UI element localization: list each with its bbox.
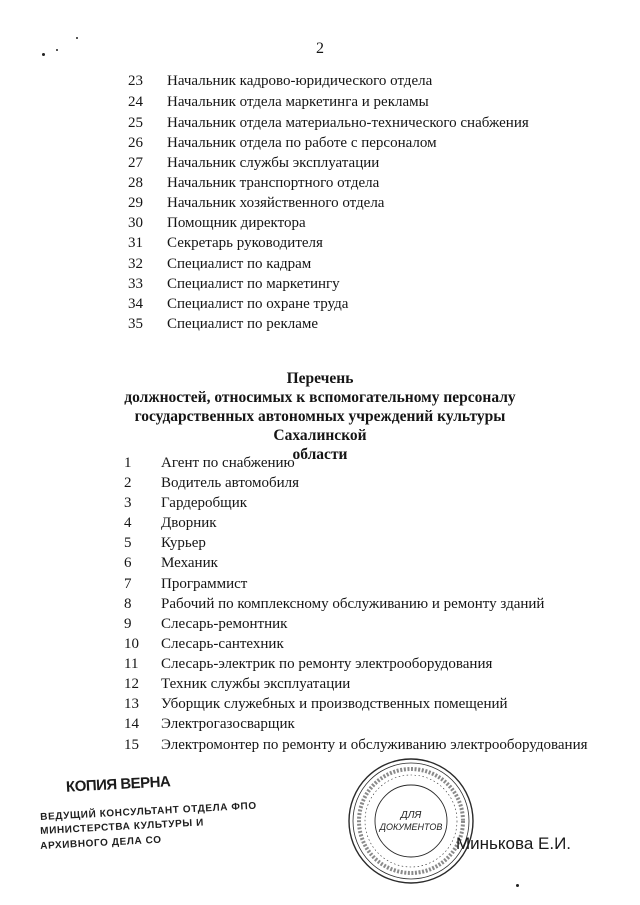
item-title: Слесарь-электрик по ремонту электрооборудования bbox=[161, 656, 493, 672]
section-heading bbox=[90, 369, 550, 464]
item-number: 29 bbox=[128, 195, 143, 211]
item-number: 24 bbox=[128, 94, 143, 110]
item-title: Начальник кадрово-юридического отдела bbox=[167, 73, 433, 89]
item-number: 34 bbox=[128, 296, 143, 312]
item-title: Специалист по охране труда bbox=[167, 296, 349, 312]
item-title: Водитель автомобиля bbox=[161, 475, 299, 491]
item-number: 23 bbox=[128, 73, 143, 89]
heading-line: государственных автономных учреждений культуры Сахалинской bbox=[134, 408, 506, 444]
item-number: 2 bbox=[124, 475, 132, 491]
item-title: Электрогазосварщик bbox=[161, 716, 295, 732]
item-title: Рабочий по комплексному обслуживанию и ремонту зданий bbox=[161, 596, 545, 612]
item-number: 32 bbox=[128, 256, 143, 272]
item-number: 28 bbox=[128, 175, 143, 191]
item-title: Уборщик служебных и производственных помещений bbox=[161, 696, 508, 712]
item-title: Начальник службы эксплуатации bbox=[167, 155, 380, 171]
item-title: Специалист по кадрам bbox=[167, 256, 312, 272]
item-title: Электромонтер по ремонту и обслуживанию электрооборудования bbox=[161, 737, 588, 753]
item-number: 27 bbox=[128, 155, 143, 171]
item-title: Программист bbox=[161, 576, 248, 592]
copy-certified-stamp: КОПИЯ ВЕРНА bbox=[65, 773, 171, 796]
item-title: Секретарь руководителя bbox=[167, 235, 323, 251]
item-title: Слесарь-сантехник bbox=[161, 636, 284, 652]
item-number: 30 bbox=[128, 215, 143, 231]
seal-center-line: ДЛЯ bbox=[400, 810, 422, 821]
stamp-line: МИНИСТЕРСТВА КУЛЬТУРЫ И bbox=[40, 817, 205, 837]
item-number: 3 bbox=[124, 495, 132, 511]
item-number: 5 bbox=[124, 535, 132, 551]
stamp-line: АРХИВНОГО ДЕЛА СО bbox=[40, 834, 162, 852]
item-number: 4 bbox=[124, 515, 132, 531]
item-number: 13 bbox=[124, 696, 139, 712]
item-number: 25 bbox=[128, 115, 143, 131]
item-number: 7 bbox=[124, 576, 132, 592]
item-number: 6 bbox=[124, 555, 132, 571]
item-number: 9 bbox=[124, 616, 132, 632]
item-title: Специалист по маркетингу bbox=[167, 276, 340, 292]
item-number: 26 bbox=[128, 135, 143, 151]
item-title: Техник службы эксплуатации bbox=[161, 676, 351, 692]
item-number: 33 bbox=[128, 276, 143, 292]
item-title: Агент по снабжению bbox=[161, 455, 295, 471]
item-number: 14 bbox=[124, 716, 139, 732]
item-title: Начальник отдела по работе с персоналом bbox=[167, 135, 437, 151]
item-title: Гардеробщик bbox=[161, 495, 248, 511]
item-number: 35 bbox=[128, 316, 143, 332]
page-number: 2 bbox=[316, 40, 324, 57]
item-number: 8 bbox=[124, 596, 132, 612]
item-title: Начальник отдела материально-технического снабжения bbox=[167, 115, 529, 131]
item-number: 11 bbox=[124, 656, 139, 672]
item-title: Механик bbox=[161, 555, 218, 571]
heading-line: должностей, относимых к вспомогательному персоналу bbox=[124, 389, 516, 406]
official-seal bbox=[346, 756, 476, 886]
item-title: Начальник хозяйственного отдела bbox=[167, 195, 385, 211]
item-title: Слесарь-ремонтник bbox=[161, 616, 288, 632]
item-title: Дворник bbox=[161, 515, 217, 531]
item-title: Помощник директора bbox=[167, 215, 306, 231]
item-title: Начальник отдела маркетинга и рекламы bbox=[167, 94, 429, 110]
item-title: Специалист по рекламе bbox=[167, 316, 319, 332]
item-title: Начальник транспортного отдела bbox=[167, 175, 380, 191]
item-number: 31 bbox=[128, 235, 143, 251]
item-number: 10 bbox=[124, 636, 139, 652]
seal-center-line: ДОКУМЕНТОВ bbox=[379, 822, 443, 832]
item-number: 12 bbox=[124, 676, 139, 692]
item-title: Курьер bbox=[161, 535, 206, 551]
signer-name: Минькова Е.И. bbox=[456, 834, 572, 853]
item-number: 1 bbox=[124, 455, 132, 471]
heading-line: Перечень bbox=[286, 370, 354, 387]
item-number: 15 bbox=[124, 737, 139, 753]
stamp-line: ВЕДУЩИЙ КОНСУЛЬТАНТ ОТДЕЛА ФПО bbox=[40, 800, 257, 823]
heading-line: области bbox=[292, 446, 348, 463]
